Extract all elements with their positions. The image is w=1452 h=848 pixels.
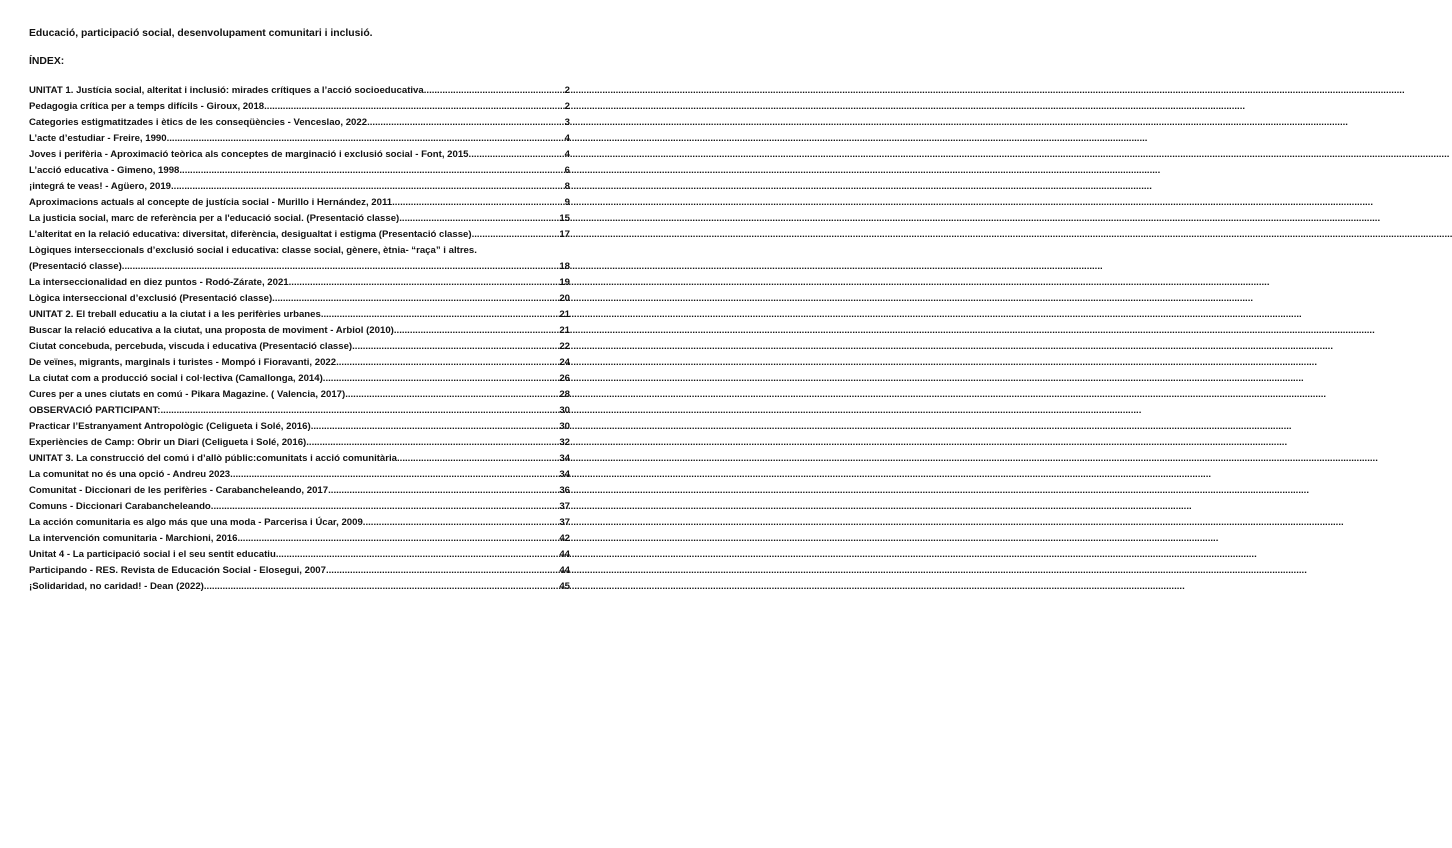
toc-entry-line — [29, 531, 570, 547]
toc-page-number: 42 — [559, 533, 570, 544]
toc-leader-dots — [122, 259, 559, 275]
toc-entry[interactable] — [29, 579, 570, 595]
toc-entry[interactable] — [29, 483, 570, 499]
toc-entry-line — [29, 499, 570, 515]
toc-page-number: 44 — [559, 565, 570, 576]
toc-entry[interactable] — [29, 179, 570, 195]
toc-entry-title: ¡Solidaridad, no caridad! - Dean (2022) — [29, 581, 204, 592]
toc-page-number: 3 — [564, 117, 570, 128]
toc-page-number: 37 — [559, 517, 570, 528]
toc-entry[interactable] — [29, 163, 570, 179]
toc-leader-dots — [397, 451, 558, 467]
toc-entry-line — [29, 547, 570, 563]
toc-entry[interactable] — [29, 499, 570, 515]
toc-page-number: 34 — [559, 469, 570, 480]
toc-page-number: 6 — [564, 165, 570, 176]
toc-entry-title: Cures per a unes ciutats en comú - Pikara Magazine. ( Valencia, 2017) — [29, 389, 346, 400]
toc-entry-title: (Presentació classe) — [29, 261, 122, 272]
toc-entry-line — [29, 371, 570, 387]
toc-page-number: 4 — [564, 133, 570, 144]
toc-entry-line — [29, 483, 570, 499]
toc-entry[interactable] — [29, 387, 570, 403]
toc-entry-title: La justicia social, marc de referència per a l'educació social. (Presentació classe) — [29, 213, 400, 224]
table-of-contents — [29, 83, 570, 595]
toc-entry-title: De veïnes, migrants, marginals i turistes - Mompó i Fioravanti, 2022 — [29, 357, 337, 368]
toc-entry-title: UNITAT 2. El treball educatiu a la ciutat i a les perifèries urbanes — [29, 309, 321, 320]
toc-leader-dots — [321, 307, 559, 323]
toc-entry[interactable] — [29, 419, 570, 435]
toc-leader-dots — [179, 163, 563, 179]
toc-entry-title: Experiències de Camp: Obrir un Diari (Celigueta i Solé, 2016) — [29, 437, 307, 448]
toc-page-number: 2 — [564, 101, 570, 112]
toc-leader-dots — [276, 547, 558, 563]
toc-entry[interactable] — [29, 371, 570, 387]
toc-entry-line — [29, 195, 570, 211]
toc-entry-line — [29, 579, 570, 595]
toc-leader-dots — [264, 99, 564, 115]
toc-entry-line — [29, 563, 570, 579]
toc-entry[interactable] — [29, 435, 570, 451]
toc-entry-title: Lògica interseccional d’exclusió (Presentació classe) — [29, 293, 273, 304]
document-page — [29, 27, 570, 595]
toc-entry-title: ¡integrá te veas! - Agüero, 2019 — [29, 181, 171, 192]
toc-leader-dots — [352, 339, 558, 355]
toc-page-number: 22 — [559, 341, 570, 352]
toc-entry[interactable] — [29, 323, 570, 339]
toc-entry-title: La intervención comunitaria - Marchioni, 2016 — [29, 533, 238, 544]
toc-page-number: 8 — [564, 181, 570, 192]
toc-leader-dots — [345, 387, 558, 403]
toc-leader-dots — [289, 275, 559, 291]
toc-page-number: 21 — [559, 325, 570, 336]
index-heading: ÍNDEX: — [29, 56, 65, 67]
toc-entry-title: L’alteritat en la relació educativa: diversitat, diferència, desigualtat i estigma (Presentació classe) — [29, 229, 472, 240]
toc-entry-line — [29, 259, 570, 275]
toc-page-number: 28 — [559, 389, 570, 400]
toc-entry-title: Joves i perifèria - Aproximació teòrica als conceptes de marginació i exclusió social - Font, 2015 — [29, 149, 469, 160]
toc-entry[interactable] — [29, 451, 570, 467]
toc-entry-title: Participando - RES. Revista de Educación Social - Elosegui, 2007 — [29, 565, 326, 576]
document-title: Educació, participació social, desenvolupament comunitari i inclusió. — [29, 28, 373, 39]
toc-entry-line — [29, 227, 570, 243]
toc-entry-title-line1: Lògiques interseccionals d’exclusió social i educativa: classe social, gènere, ètnia- “raça” i altres. — [29, 245, 477, 256]
toc-entry[interactable] — [29, 211, 570, 227]
toc-leader-dots — [394, 323, 558, 339]
toc-entry-title: Comunitat - Diccionari de les perifèries - Carabancheleando, 2017 — [29, 485, 329, 496]
toc-entry-line — [29, 179, 570, 195]
toc-entry-line — [29, 435, 570, 451]
toc-entry-line — [29, 419, 570, 435]
toc-entry[interactable] — [29, 515, 570, 531]
toc-entry-title: L’acte d’estudiar - Freire, 1990 — [29, 133, 167, 144]
toc-entry-line — [29, 323, 570, 339]
toc-entry-line — [29, 163, 570, 179]
toc-leader-dots — [160, 403, 558, 419]
toc-entry-title: Aproximacions actuals al concepte de justícia social - Murillo i Hernández, 2011 — [29, 197, 393, 208]
toc-entry[interactable] — [29, 227, 570, 243]
toc-entry-title: La acción comunitaria es algo más que una moda - Parcerisa i Úcar, 2009 — [29, 517, 363, 528]
toc-page-number: 17 — [559, 229, 570, 240]
toc-page-number: 34 — [559, 453, 570, 464]
toc-page-number: 18 — [559, 261, 570, 272]
toc-entry-title: Categories estigmatitzades i ètics de les conseqüències - Venceslao, 2022 — [29, 117, 368, 128]
toc-entry-title: Unitat 4 - La participació social i el seu sentit educatiu — [29, 549, 276, 560]
toc-entry-line — [29, 115, 570, 131]
toc-entry-line — [29, 339, 570, 355]
toc-page-number: 30 — [559, 421, 570, 432]
toc-entry-line — [29, 211, 570, 227]
toc-leader-dots — [424, 83, 564, 99]
toc-entry-line — [29, 147, 570, 163]
toc-leader-dots — [311, 419, 559, 435]
toc-entry-title: OBSERVACIÓ PARTICIPANT: — [29, 405, 161, 416]
toc-page-number: 20 — [559, 293, 570, 304]
toc-leader-dots — [336, 355, 558, 371]
toc-entry-title: La comunitat no és una opció - Andreu 2023 — [29, 469, 231, 480]
toc-entry-line — [29, 403, 570, 419]
toc-entry[interactable] — [29, 467, 570, 483]
toc-page-number: 26 — [559, 373, 570, 384]
toc-entry-line — [29, 83, 570, 99]
toc-leader-dots — [230, 467, 558, 483]
toc-entry-line — [29, 99, 570, 115]
toc-page-number: 37 — [559, 501, 570, 512]
toc-page-number: 32 — [559, 437, 570, 448]
toc-entry-line — [29, 275, 570, 291]
toc-page-number: 2 — [564, 85, 570, 96]
toc-entry-line — [29, 515, 570, 531]
toc-entry-line — [29, 467, 570, 483]
toc-entry-title: Practicar l’Estranyament Antropològic (Celigueta i Solé, 2016) — [29, 421, 311, 432]
toc-entry-title: Buscar la relació educativa a la ciutat, una proposta de moviment - Arbiol (2010) — [29, 325, 394, 336]
toc-leader-dots — [171, 179, 564, 195]
toc-entry-title: Comuns - Diccionari Carabancheleando — [29, 501, 211, 512]
toc-entry-line — [29, 451, 570, 467]
toc-leader-dots — [469, 147, 564, 163]
toc-entry[interactable] — [29, 131, 570, 147]
toc-entry[interactable] — [29, 563, 570, 579]
toc-page-number: 4 — [564, 149, 570, 160]
toc-leader-dots — [399, 211, 558, 227]
toc-entry[interactable] — [29, 355, 570, 371]
toc-entry-line — [29, 291, 570, 307]
toc-entry[interactable] — [29, 147, 570, 163]
toc-entry-title: Pedagogia crítica per a temps difícils - Giroux, 2018 — [29, 101, 265, 112]
toc-leader-dots — [204, 579, 558, 595]
toc-entry-title: L’acció educativa - Gimeno, 1998 — [29, 165, 180, 176]
toc-leader-dots — [363, 515, 559, 531]
toc-page-number: 19 — [559, 277, 570, 288]
toc-entry-line — [29, 355, 570, 371]
toc-leader-dots — [472, 227, 559, 243]
toc-leader-dots — [367, 115, 564, 131]
toc-leader-dots — [326, 563, 558, 579]
toc-entry-title: La ciutat com a producció social i col·lectiva (Camallonga, 2014) — [29, 373, 323, 384]
toc-page-number: 21 — [559, 309, 570, 320]
toc-leader-dots — [323, 371, 559, 387]
toc-page-number: 44 — [559, 549, 570, 560]
toc-entry[interactable] — [29, 243, 570, 275]
toc-entry[interactable] — [29, 275, 570, 291]
toc-leader-dots — [167, 131, 564, 147]
toc-entry[interactable] — [29, 403, 570, 419]
toc-page-number: 45 — [559, 581, 570, 592]
toc-page-number: 36 — [559, 485, 570, 496]
toc-entry-line — [29, 387, 570, 403]
toc-page-number: 24 — [559, 357, 570, 368]
toc-entry-title: La interseccionalidad en diez puntos - Rodó-Zárate, 2021 — [29, 277, 289, 288]
toc-leader-dots — [237, 531, 558, 547]
toc-entry-line — [29, 131, 570, 147]
toc-entry-line — [29, 307, 570, 323]
toc-entry[interactable] — [29, 291, 570, 307]
toc-leader-dots — [306, 435, 558, 451]
toc-leader-dots — [328, 483, 558, 499]
toc-entry[interactable] — [29, 83, 570, 99]
toc-entry-title: UNITAT 3. La construcció del comú i d’allò públic:comunitats i acció comunitària — [29, 453, 397, 464]
toc-entry[interactable] — [29, 339, 570, 355]
toc-entry[interactable] — [29, 307, 570, 323]
toc-leader-dots — [392, 195, 564, 211]
toc-entry[interactable] — [29, 99, 570, 115]
toc-entry[interactable] — [29, 115, 570, 131]
toc-entry[interactable] — [29, 547, 570, 563]
toc-page-number: 9 — [564, 197, 570, 208]
toc-page-number: 15 — [559, 213, 570, 224]
toc-entry[interactable] — [29, 195, 570, 211]
toc-leader-dots — [211, 499, 559, 515]
toc-leader-dots — [272, 291, 558, 307]
toc-entry[interactable] — [29, 531, 570, 547]
toc-entry-title: UNITAT 1. Justícia social, alteritat i inclusió: mirades crítiques a l’acció socioeducativa — [29, 85, 424, 96]
toc-page-number: 30 — [559, 405, 570, 416]
toc-entry-title: Ciutat concebuda, percebuda, viscuda i educativa (Presentació classe) — [29, 341, 353, 352]
